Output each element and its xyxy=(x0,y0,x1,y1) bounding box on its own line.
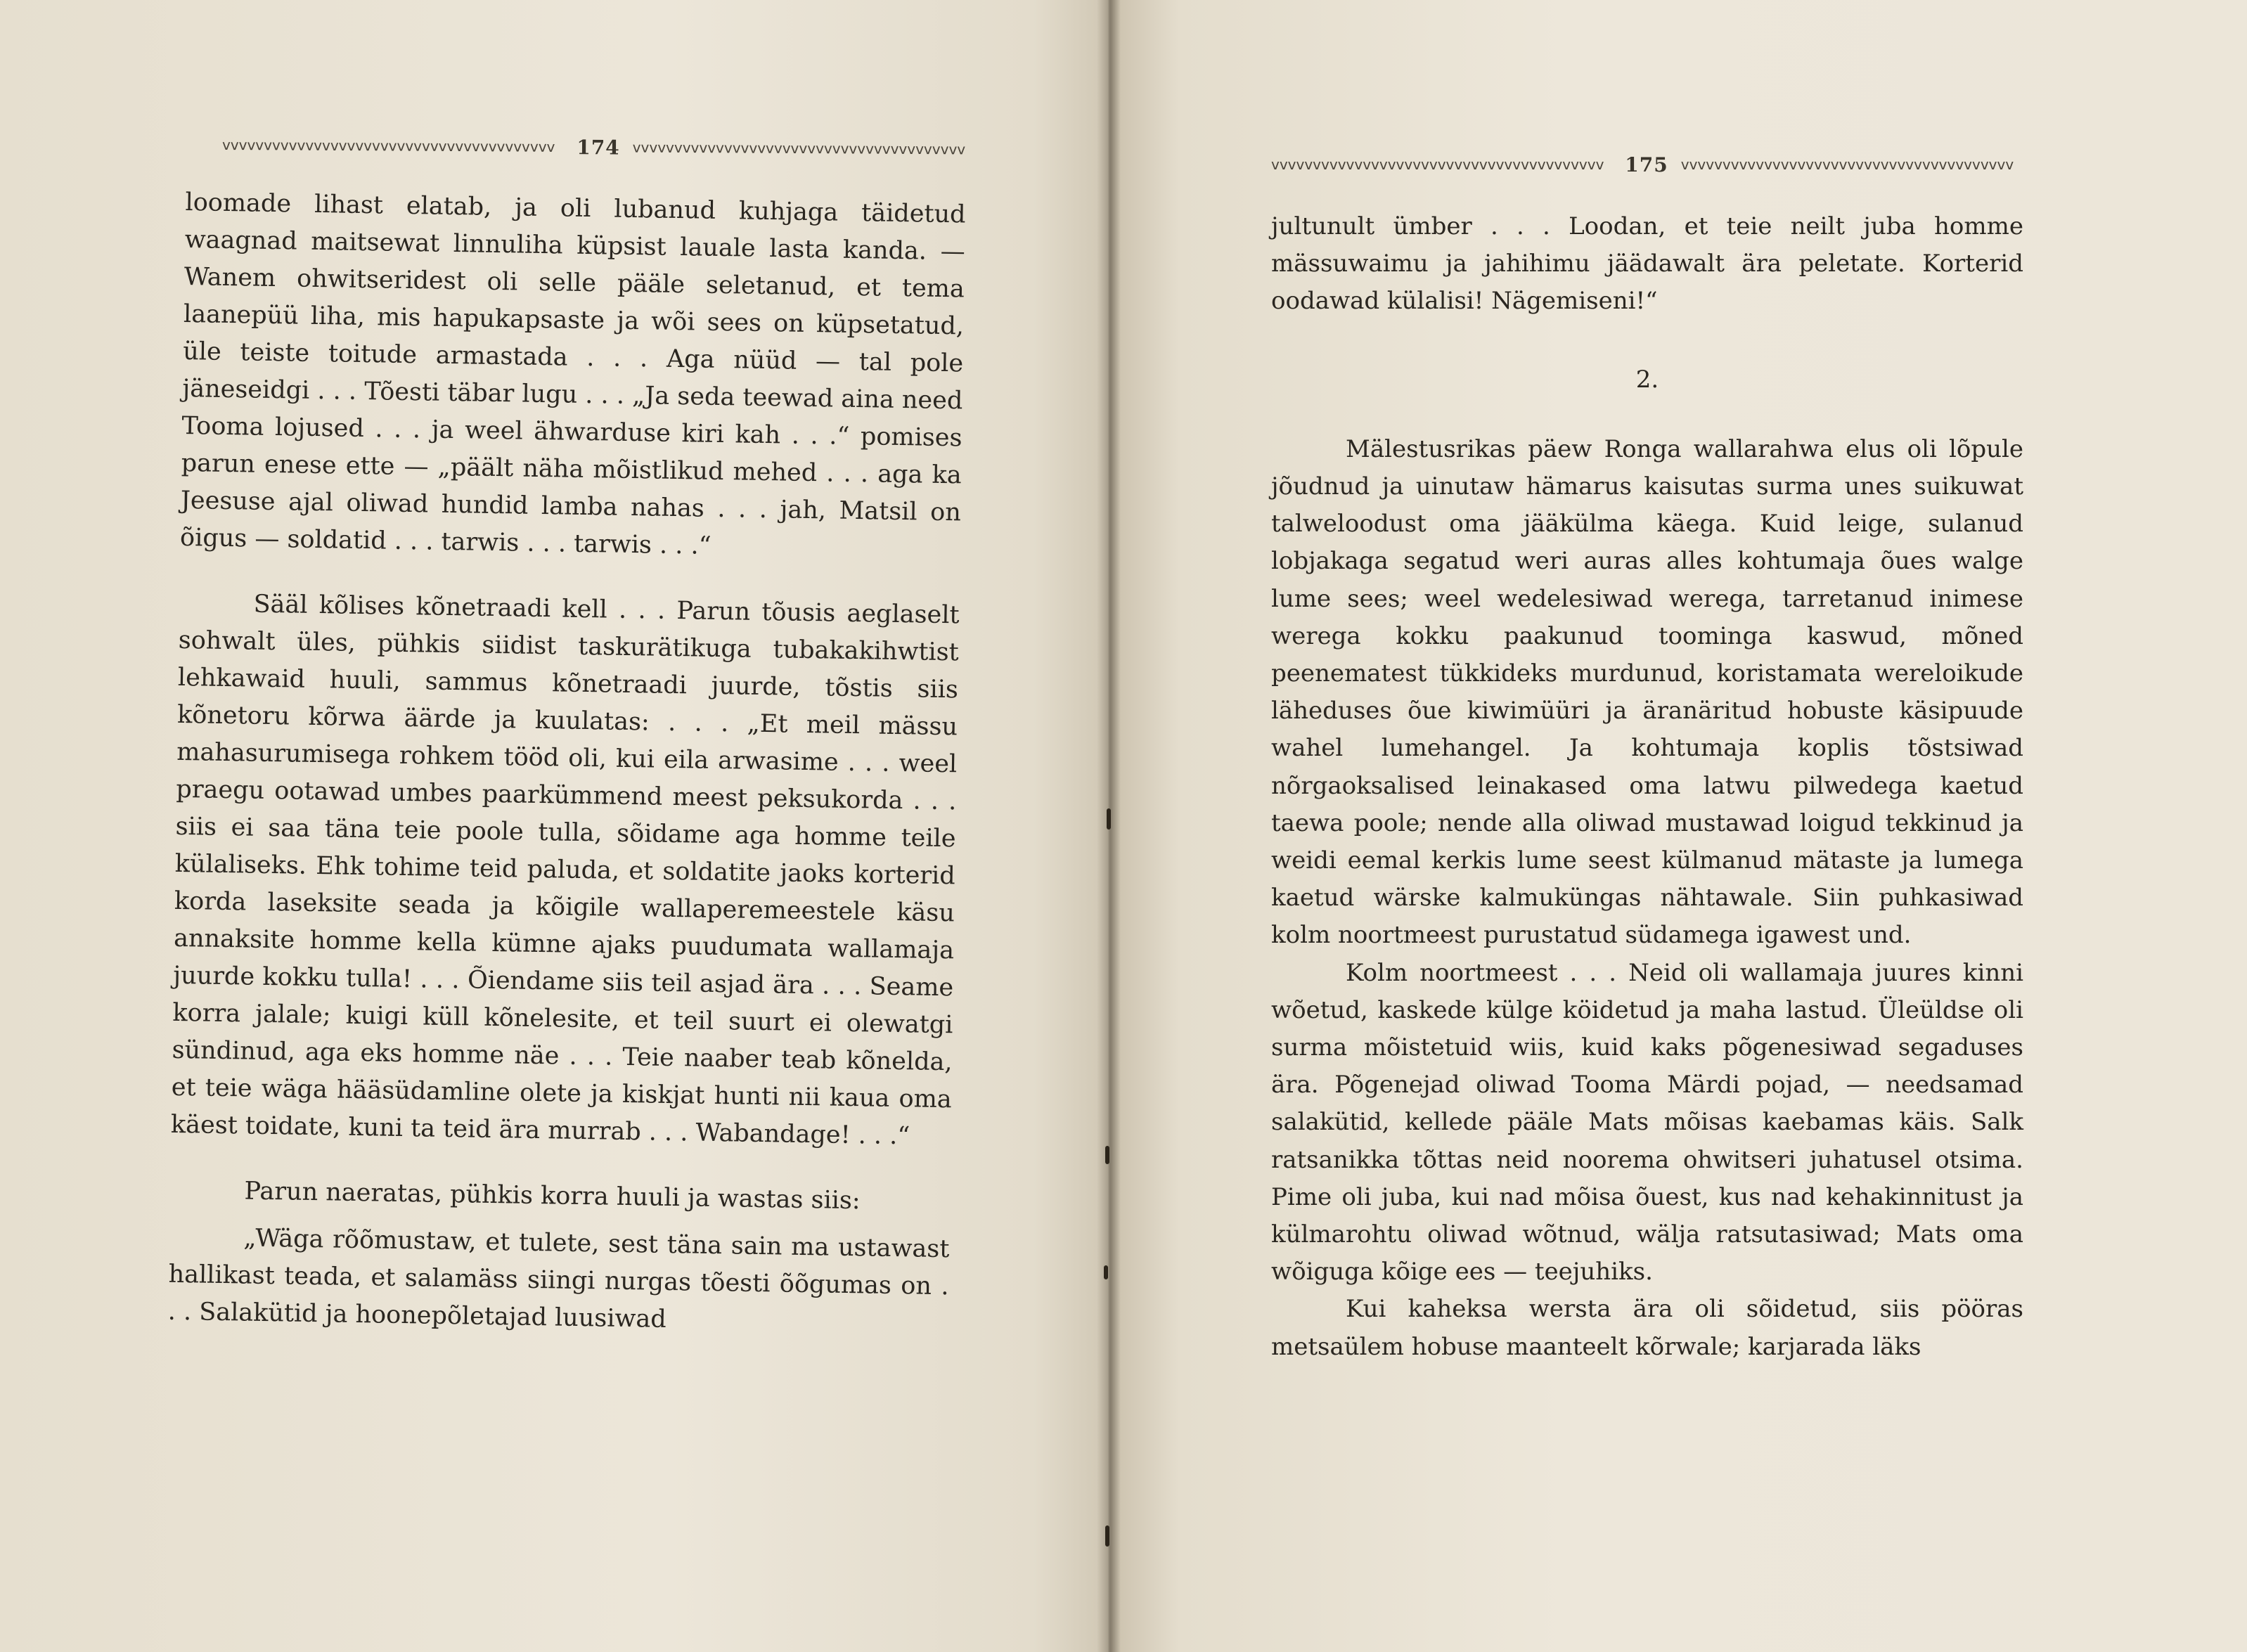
left-page-header xyxy=(222,131,974,164)
right-opening-paragraph: jultunult ümber . . . Loodan, et teie neilt juba homme mässuwaimu ja jahihimu jäädawalt ära peletate. Korterid oodawad külalisi! Nägemiseni!“ xyxy=(1271,212,2023,316)
right-page-header xyxy=(1271,150,2022,179)
left-paragraph-2: Sääl kõlises kõnetraadi kell . . . Parun tõusis aeglaselt sohwalt üles, pühkis siidist taskurätikuga tubakakihwtist lehkawaid huuli, sammus kõnetraadi juurde, tõstis siis kõnetoru kõrwa äärde ja kuulatas: . . . „Et meil mässu mahasurumisega rohkem tööd oli, kui eila arwasime . . . weel praegu ootawad umbes paarkümmend meest peksukorda . . . siis ei saa täna teie poole tulla, sõidame aga homme teile külaliseks. Ehk tohime teid paluda, et soldatite jaoks korterid korda laseksite seada ja kõigile wallaperemeestele käsu annaksite homme kella kümne ajaks puudumata wallamaja juurde kokku tulla! . . . Õiendame siis teil asjad ära . . . Seame korra jalale; kuigi küll kõnelesite, et teil suurt ei olewatgi sündinud, aga eks homme näe . . . Teie naaber teab kõnelda, et teie wäga hääsüdamline olete ja kiskjat hunti nii kaua oma käest toidate, kuni ta teid ära murrab . . . Wabandage! . . .“ xyxy=(170,590,960,1151)
right-page-number: 175 xyxy=(1625,153,1668,176)
binding-thread-mark xyxy=(1105,1525,1109,1547)
right-paragraph-1: Mälestusrikas päew Ronga wallarahwa elus oli lõpule jõudnud ja uinutaw hämarus kaisutas surma unes suikuwat talweloodust oma jääkülma käega. Kuid leige, sulanud lobjakaga segatud weri auras alles kohtumaja õues walge lume sees; weel wedelesiwad werega, tarretanud inimese werega kokku paakunud toominga kaswud, mõned peenematest tükkideks murdunud, koristamata wereloikude läheduses õue kiwimüüri ja äranäritud hobuste käsipuude wahel lumehangel. Ja kohtumaja koplis tõstsiwad nõrgaoksalised leinakased oma latwu pilwedega kaetud taewa poole; nende alla oliwad mustawad loigud tekkinud ja weidi eemal kerkis lume seest külmanud mätaste ja lumega kaetud wärske kalmuküngas nähtawale. Siin puhkasiwad kolm noortmeest purustatud südamega igawest und. xyxy=(1271,434,2023,950)
left-page-number: 174 xyxy=(577,135,620,159)
right-paragraph-3: Kui kaheksa wersta ära oli sõidetud, siis pööras metsaülem hobuse maanteelt kõrwale; karjarada läks xyxy=(1271,1295,2023,1361)
left-paragraph-3: Parun naeratas, pühkis korra huuli ja wastas siis: xyxy=(244,1177,861,1215)
right-paragraph-2: Kolm noortmeest . . . Neid oli wallamaja juures kinni wõetud, kaskede külge köidetud ja maha lastud. Üleüldse oli surma mõistetuid wiis, kuid kaks põgenesiwad segaduses ära. Põgenejad oliwad Tooma Märdi pojad, — needsamad salakütid, kellede pääle Mats mõisas kaebamas käis. Salk ratsanikka tõttas neid noorema ohwitseri juhatusel otsima. Pime oli juba, kui nad mõisa õuest, kus nad kehakinnitust ja külmarohtu oliwad wõtnud, wälja ratsutasiwad; Mats oma wõiguga kõige ees — teejuhiks. xyxy=(1271,958,2023,1286)
section-number: 2. xyxy=(1635,365,1659,394)
left-paragraph-1: loomade lihast elatab, ja oli lubanud kuhjaga täidetud waagnad maitsewat linnuliha küpsist lauale lasta kanda. — Wanem ohwitseridest oli selle pääle seletanud, et tema laanepüü liha, mis hapukapsaste ja wõi sees on küpsetatud, üle teiste toitude armastada . . . Aga nüüd — tal pole jäneseidgi . . . Tõesti täbar lugu . . . „Ja seda teewad aina need Tooma lojused . . . ja weel ähwarduse kiri kah . . .“ pomises parun enese ette — „päält näha mõistlikud mehed . . . aga ka Jeesuse ajal oliwad hundid lamba nahas . . . jah, Matsil on õigus — soldatid . . . tarwis . . . tarwis . . .“ xyxy=(179,188,966,560)
binding-thread-mark xyxy=(1107,808,1111,830)
left-header-ornament-after: vvvvvvvvvvvvvvvvvvvvvvvvvvvvvvvvvvvvvvvv xyxy=(632,138,966,158)
binding-thread-mark xyxy=(1104,1265,1108,1279)
right-header-ornament-before: vvvvvvvvvvvvvvvvvvvvvvvvvvvvvvvvvvvvvvvv xyxy=(1271,156,1604,173)
left-page-body xyxy=(167,184,965,1343)
left-paragraph-4: „Wäga rõõmustaw, et tulete, sest täna sain ma ustawast hallikast teada, et salamäss siingi nurgas tõesti õõgumas on . . . Salakütid ja hoonepõletajad luusiwad xyxy=(167,1224,950,1334)
left-header-ornament-before: vvvvvvvvvvvvvvvvvvvvvvvvvvvvvvvvvvvvvvvv xyxy=(221,136,555,155)
right-page-body xyxy=(1271,208,2023,1366)
binding-thread-mark xyxy=(1105,1146,1109,1164)
left-page xyxy=(0,0,1111,1652)
right-header-ornament-after: vvvvvvvvvvvvvvvvvvvvvvvvvvvvvvvvvvvvvvvv xyxy=(1680,156,2014,173)
